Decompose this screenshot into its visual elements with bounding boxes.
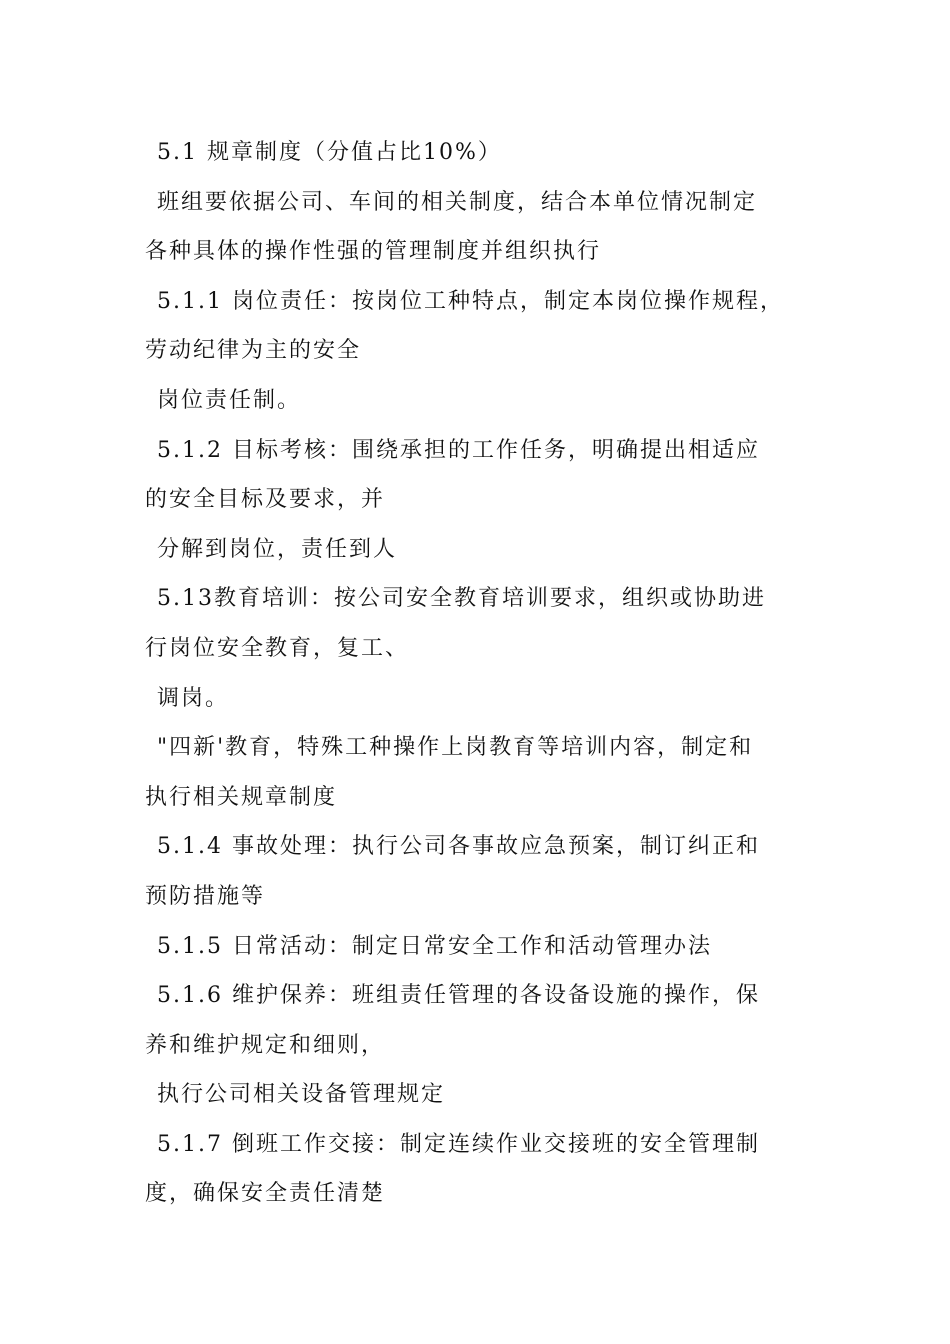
paragraph-line: 5.1.6 维护保养：班组责任管理的各设备设施的操作，保 <box>157 983 760 1009</box>
paragraph-line: 5.1.1 岗位责任：按岗位工种特点，制定本岗位操作规程， <box>157 288 784 314</box>
paragraph-line: 执行相关规章制度 <box>145 784 338 810</box>
paragraph-line: 5.1.2 目标考核：围绕承担的工作任务，明确提出相适应 <box>157 437 760 463</box>
paragraph-line: 预防措施等 <box>145 883 266 909</box>
paragraph-line: 5.13教育培训：按公司安全教育培训要求，组织或协助进 <box>157 586 766 612</box>
paragraph-line: 养和维护规定和细则， <box>145 1032 386 1058</box>
paragraph-line: 5.1.7 倒班工作交接：制定连续作业交接班的安全管理制 <box>157 1131 760 1157</box>
paragraph-line: 调岗。 <box>157 685 230 711</box>
paragraph-line: 5.1.4 事故处理：执行公司各事故应急预案，制订纠正和 <box>157 834 760 860</box>
paragraph-line: 岗位责任制。 <box>157 387 302 413</box>
paragraph-line: 各种具体的操作性强的管理制度并组织执行 <box>145 239 602 265</box>
paragraph-line: 分解到岗位，责任到人 <box>157 536 398 562</box>
paragraph-line: "四新'教育，特殊工种操作上岗教育等培训内容，制定和 <box>157 735 754 761</box>
paragraph-line: 班组要依据公司、车间的相关制度，结合本单位情况制定 <box>157 189 758 215</box>
paragraph-line: 劳动纪律为主的安全 <box>145 338 362 364</box>
paragraph-line: 行岗位安全教育，复工、 <box>145 635 410 661</box>
section-heading: 5.1 规章制度（分值占比10%） <box>157 140 502 165</box>
paragraph-line: 5.1.5 日常活动：制定日常安全工作和活动管理办法 <box>157 933 712 959</box>
paragraph-line: 执行公司相关设备管理规定 <box>157 1082 446 1108</box>
document-body <box>145 128 825 1219</box>
paragraph-line: 度，确保安全责任清楚 <box>145 1181 386 1207</box>
paragraph-line: 的安全目标及要求，并 <box>145 487 386 513</box>
